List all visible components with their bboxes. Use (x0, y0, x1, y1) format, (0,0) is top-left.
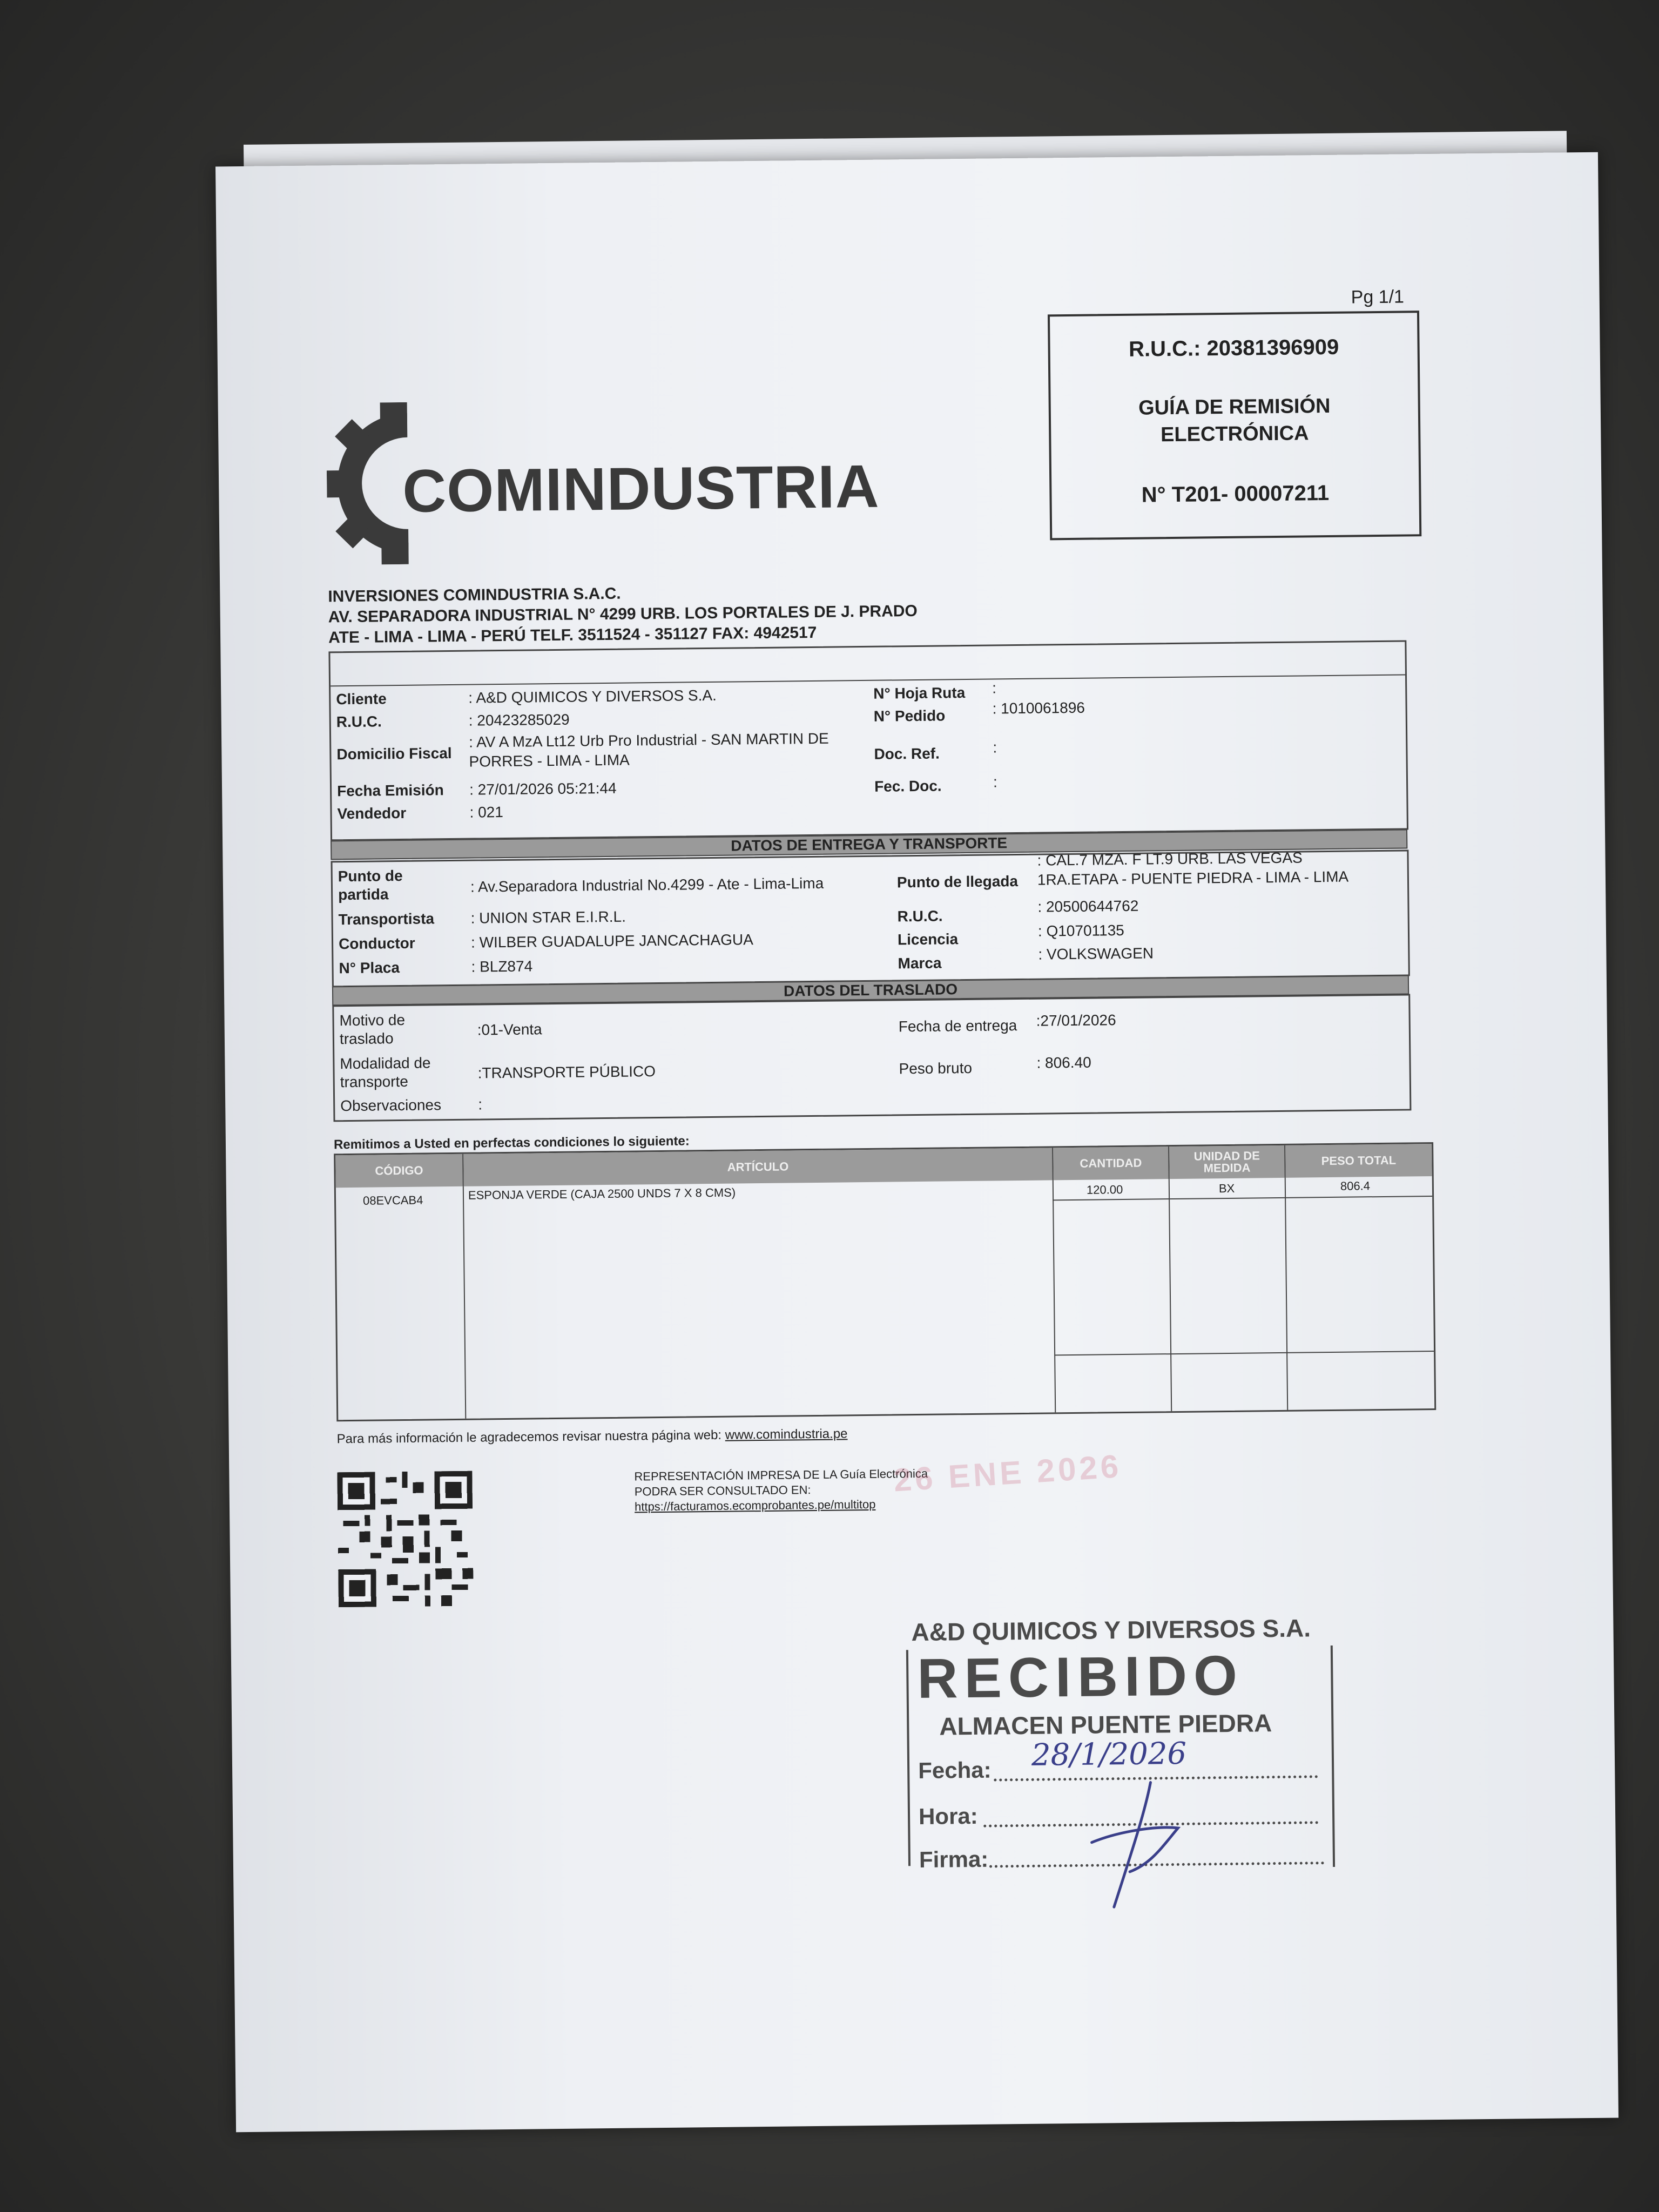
vendedor-label: Vendedor (337, 804, 407, 822)
motivo-label-1: Motivo de (339, 1011, 406, 1029)
vendedor-value: : 021 (469, 803, 503, 821)
transport-header: DATOS DE ENTREGA Y TRANSPORTE (331, 829, 1407, 860)
website-link[interactable]: www.comindustria.pe (725, 1426, 848, 1442)
document-id-box (1048, 311, 1421, 540)
modalidad-label-2: transporte (340, 1073, 409, 1091)
licencia-value: : Q10701135 (1037, 921, 1124, 940)
doc-ref-label: Doc. Ref. (874, 745, 940, 763)
qr-code-icon (337, 1471, 474, 1608)
client-section (328, 640, 1408, 841)
conductor-value: : WILBER GUADALUPE JANCACHAGUA (470, 931, 753, 951)
repr-line2: PODRA SER CONSULTADO EN: (634, 1483, 811, 1499)
client-ruc-label: R.U.C. (336, 713, 382, 731)
handwritten-date: 28/1/2026 (1031, 1736, 1187, 1773)
stamp-company: A&D QUIMICOS Y DIVERSOS S.A. (911, 1614, 1311, 1647)
faint-date-stamp: 26 ENE 2026 (892, 1448, 1123, 1499)
col-unidad-line1: UNIDAD DE (1193, 1149, 1260, 1163)
document-type-line1: GUÍA DE REMISIÓN (1138, 394, 1331, 420)
info-footer (337, 1426, 848, 1447)
peso-bruto-value: : 806.40 (1036, 1054, 1091, 1071)
peso-bruto-label: Peso bruto (899, 1059, 973, 1077)
marca-label: Marca (898, 954, 942, 972)
col-cantidad: CANTIDAD (1053, 1147, 1170, 1180)
stamp-hora-label: Hora: (918, 1803, 979, 1830)
document-sheet (215, 152, 1618, 2133)
info-text: Para más información le agradecemos revisar nuestra página web: (336, 1427, 722, 1447)
modalidad-value: :TRANSPORTE PÚBLICO (477, 1063, 656, 1082)
stamp-fecha-label: Fecha: (918, 1757, 992, 1784)
client-ruc-value: : 20423285029 (468, 711, 570, 729)
llegada-label: Punto de llegada (896, 873, 1019, 891)
col-peso: PESO TOTAL (1285, 1144, 1432, 1178)
hoja-ruta-value: : (992, 679, 997, 697)
traslado-header: DATOS DEL TRASLADO (332, 975, 1409, 1006)
repr-line1: REPRESENTACIÓN IMPRESA DE LA Guía Electrónica (634, 1466, 928, 1483)
motivo-label-2: traslado (339, 1030, 394, 1048)
hoja-ruta-label: N° Hoja Ruta (873, 684, 966, 702)
fecha-entrega-value: :27/01/2026 (1036, 1011, 1116, 1029)
stamp-firma-label: Firma: (919, 1846, 989, 1873)
company-brand: COMINDUSTRIA (402, 452, 880, 525)
transportista-label: Transportista (338, 910, 435, 928)
domicilio-label: Domicilio Fiscal (336, 744, 452, 763)
observaciones-value: : (478, 1096, 483, 1113)
transport-section (331, 849, 1410, 987)
items-intro: Remitimos a Usted en perfectas condiciones lo siguiente: (333, 1134, 690, 1152)
company-name: INVERSIONES COMINDUSTRIA S.A.C. (328, 584, 621, 606)
stamp-title: RECIBIDO (916, 1644, 1244, 1711)
row-articulo: ESPONJA VERDE (CAJA 2500 UNDS 7 X 8 CMS) (468, 1185, 736, 1202)
llegada-value-1: : CAL.7 MZA. F LT.9 URB. LAS VEGAS (1037, 849, 1303, 869)
stamp-place: ALMACEN PUENTE PIEDRA (939, 1709, 1272, 1741)
placa-value: : BLZ874 (471, 957, 533, 975)
consult-link[interactable]: https://facturamos.ecomprobantes.pe/multitop (634, 1497, 876, 1514)
company-address1: AV. SEPARADORA INDUSTRIAL N° 4299 URB. LOS PORTALES DE J. PRADO (328, 602, 918, 626)
llegada-value-2: 1RA.ETAPA - PUENTE PIEDRA - LIMA - LIMA (1037, 868, 1349, 888)
document-type-line2: ELECTRÓNICA (1160, 422, 1309, 447)
fec-doc-value: : (993, 773, 997, 791)
col-unidad (1169, 1145, 1286, 1179)
document-ruc: R.U.C.: 20381396909 (1128, 335, 1339, 361)
fecha-entrega-label: Fecha de entrega (898, 1017, 1017, 1035)
placa-label: N° Placa (339, 959, 400, 977)
fec-doc-label: Fec. Doc. (874, 777, 942, 795)
representation-note (634, 1466, 928, 1515)
col-codigo: CÓDIGO (335, 1154, 464, 1188)
transport-ruc-label: R.U.C. (897, 907, 943, 925)
col-articulo: ARTÍCULO (463, 1148, 1054, 1186)
received-stamp (906, 1613, 1335, 1871)
document-number: N° T201- 00007211 (1141, 481, 1330, 507)
pedido-label: N° Pedido (873, 707, 946, 725)
licencia-label: Licencia (897, 930, 959, 948)
modalidad-label-1: Modalidad de (340, 1054, 431, 1073)
observaciones-label: Observaciones (340, 1096, 442, 1115)
pedido-value: : 1010061896 (992, 699, 1085, 717)
doc-ref-value: : (993, 739, 997, 756)
cliente-value: : A&D QUIMICOS Y DIVERSOS S.A. (468, 686, 717, 706)
marca-value: : VOLKSWAGEN (1038, 945, 1154, 963)
cliente-label: Cliente (336, 690, 387, 708)
domicilio-value-1: : AV A MzA Lt12 Urb Pro Industrial - SAN MARTIN DE (469, 730, 829, 751)
partida-label-1: Punto de (338, 867, 403, 885)
partida-label-2: partida (338, 886, 389, 903)
row-cantidad: 120.00 (1086, 1183, 1123, 1197)
row-peso: 806.4 (1340, 1179, 1371, 1193)
fecha-emision-label: Fecha Emisión (336, 781, 444, 800)
traslado-section (332, 994, 1411, 1122)
partida-value: : Av.Separadora Industrial No.4299 - Ate - Lima-Lima (470, 874, 824, 895)
transportista-value: : UNION STAR E.I.R.L. (470, 908, 626, 927)
fecha-emision-value: : 27/01/2026 05:21:44 (469, 779, 617, 798)
col-unidad-line2: MEDIDA (1203, 1161, 1251, 1175)
conductor-label: Conductor (338, 934, 415, 953)
transport-ruc-value: : 20500644762 (1037, 897, 1139, 915)
items-table (334, 1142, 1436, 1421)
signature-icon (1069, 1777, 1201, 1918)
company-info (328, 581, 918, 648)
motivo-value: :01-Venta (477, 1021, 542, 1038)
domicilio-value-2: PORRES - LIMA - LIMA (469, 751, 630, 770)
company-address2: ATE - LIMA - LIMA - PERÚ TELF. 3511524 - 351127 FAX: 4942517 (328, 623, 817, 647)
page-number: Pg 1/1 (1351, 286, 1405, 308)
row-unidad: BX (1218, 1181, 1235, 1196)
row-codigo: 08EVCAB4 (362, 1193, 423, 1208)
